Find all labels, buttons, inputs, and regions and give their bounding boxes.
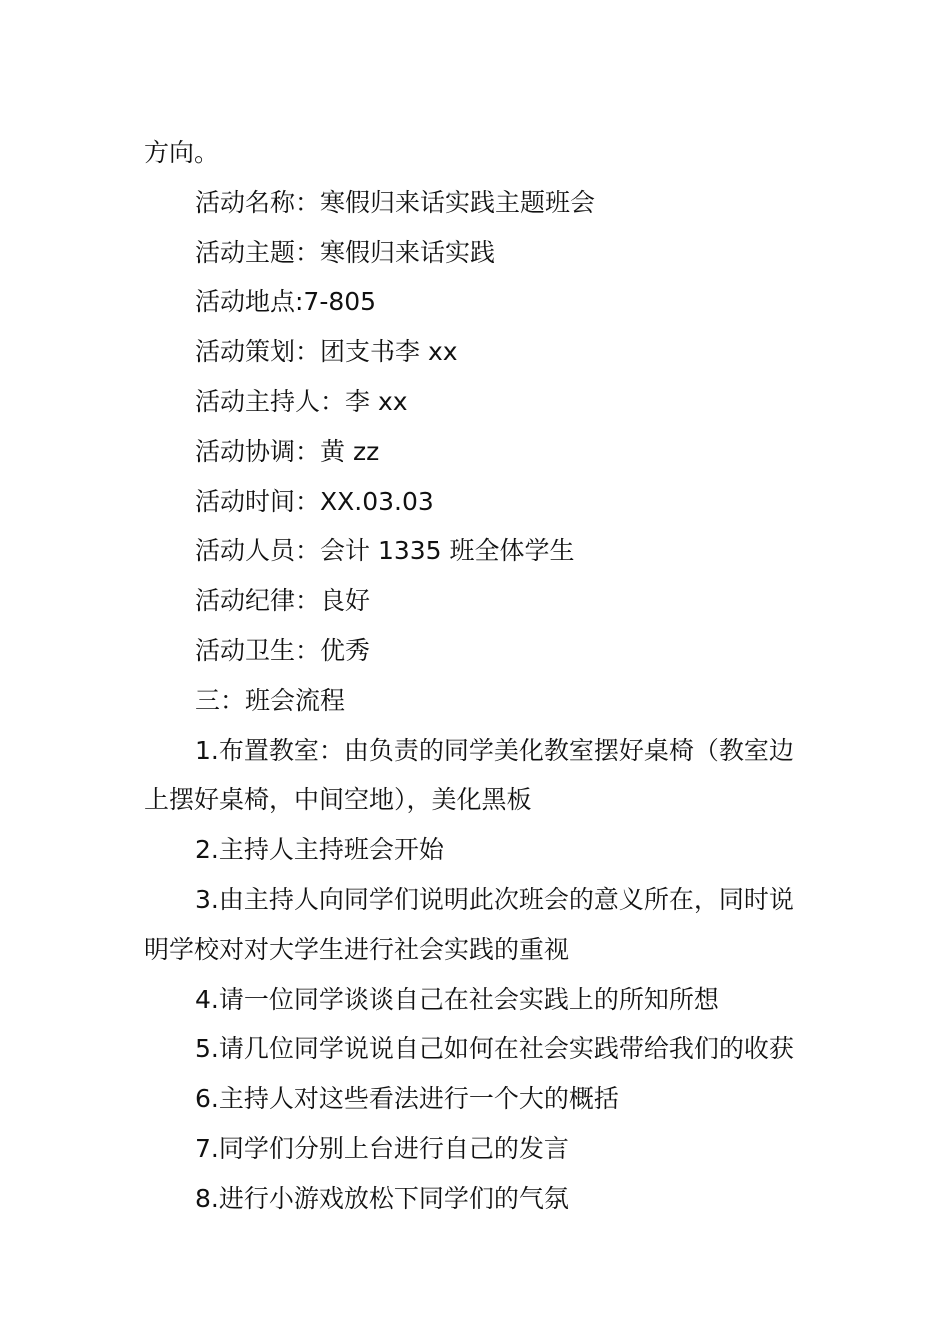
activity-name: 活动名称：寒假归来话实践主题班会 [195,187,596,217]
activity-discipline: 活动纪律：良好 [195,586,371,616]
procedure-step-5: 5.请几位同学说说自己如何在社会实践带给我们的收获 [195,1034,794,1064]
paragraph-continuation: 方向。 [144,138,220,167]
activity-planner: 活动策划：团支书李 xx [195,337,458,367]
section-heading: 三：班会流程 [195,685,346,715]
procedure-step-4: 4.请一位同学谈谈自己在社会实践上的所知所想 [195,984,719,1014]
activity-coordinator: 活动协调：黄 zz [195,436,380,466]
activity-participants: 活动人员：会计 1335 班全体学生 [195,536,575,566]
activity-hygiene: 活动卫生：优秀 [195,635,371,665]
procedure-step-1: 1.布置教室：由负责的同学美化教室摆好桌椅（教室边上摆好桌椅，中间空地），美化黑板 [144,735,794,815]
activity-location: 活动地点:7-805 [195,287,377,317]
document-body [144,128,814,1224]
procedure-step-2: 2.主持人主持班会开始 [195,835,444,865]
procedure-step-6: 6.主持人对这些看法进行一个大的概括 [195,1084,619,1114]
procedure-step-8: 8.进行小游戏放松下同学们的气氛 [195,1183,569,1213]
activity-theme: 活动主题：寒假归来话实践 [195,237,496,267]
activity-host: 活动主持人：李 xx [195,386,408,416]
procedure-step-3: 3.由主持人向同学们说明此次班会的意义所在，同时说明学校对对大学生进行社会实践的重视 [144,884,794,964]
procedure-step-7: 7.同学们分别上台进行自己的发言 [195,1133,569,1163]
activity-time: 活动时间：XX.03.03 [195,486,434,516]
